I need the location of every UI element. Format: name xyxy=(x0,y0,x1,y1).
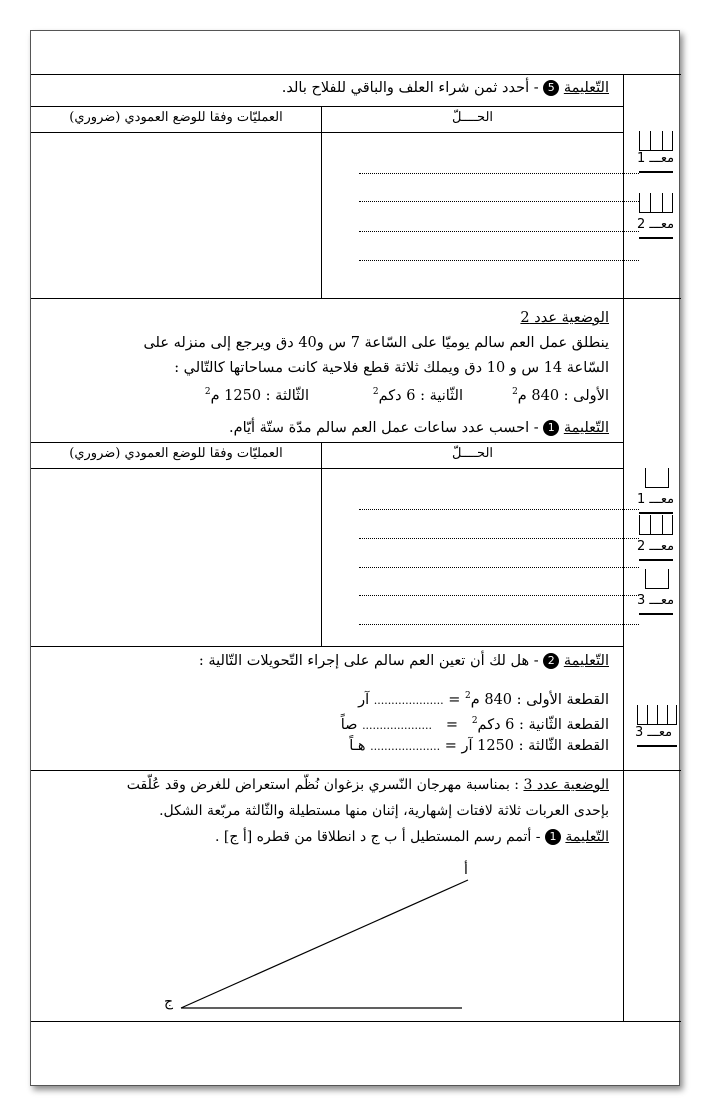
instruction-label: التّعليمة xyxy=(563,653,609,669)
exponent: 2 xyxy=(372,387,379,397)
solution-header: الحــــلّ xyxy=(451,110,494,125)
situation-3-text: : بمناسبة مهرجان النّسري بزغوان نُظّم استعراض للغرض وقد عُلّقت xyxy=(126,777,520,793)
exponent: 2 xyxy=(204,387,211,397)
plot-2-value: الثّانية : 6 دكم xyxy=(378,387,463,404)
answer-blank: .................... xyxy=(362,718,432,732)
operations-header: العمليّات وفقا للوضع العمودي (ضروري) xyxy=(69,446,283,461)
score-label: معـــ 3 xyxy=(637,593,675,608)
exponent: 2 xyxy=(471,716,478,726)
equals-sign: = xyxy=(448,691,461,708)
unit: هـاً xyxy=(349,738,366,754)
instruction-text: - هل لك أن تعين العم سالم على إجراء التّحويلات التّالية : xyxy=(198,653,539,669)
situation-2-title: الوضعية عدد 2 xyxy=(520,310,609,326)
equals-sign: = xyxy=(444,738,457,754)
solution-header: الحــــلّ xyxy=(451,446,494,461)
plot-3-value: الثّالثة : 1250 م xyxy=(210,387,309,404)
unit: آر xyxy=(358,691,370,708)
answer-blank: .................... xyxy=(373,693,444,707)
rectangle-diagonal-figure xyxy=(31,31,681,1087)
conversion-label: القطعة الأولى : 840 م xyxy=(470,691,609,708)
instruction-number-badge: 1 xyxy=(545,829,561,845)
score-label: معـــ 1 xyxy=(637,151,675,166)
instruction-text: - احسب عدد ساعات عمل العم سالم مدّة ستّة أيّام. xyxy=(228,420,539,436)
instruction-label: التّعليمة xyxy=(565,829,609,845)
exponent: 2 xyxy=(512,387,518,397)
score-label: معـــ 3 xyxy=(635,725,673,740)
instruction-label: التّعليمة xyxy=(563,80,609,96)
point-c-label: ج xyxy=(164,994,174,1010)
instruction-label: التّعليمة xyxy=(563,420,609,436)
score-label: معـــ 2 xyxy=(637,217,675,232)
instruction-text: - أتمم رسم المستطيل أ ب ج د انطلاقا من قطره [أ ج] . xyxy=(215,829,541,845)
instruction-text: - أحدد ثمن شراء العلف والباقي للفلاح بالد. xyxy=(281,80,539,96)
operations-header: العمليّات وفقا للوضع العمودي (ضروري) xyxy=(69,110,283,125)
worksheet-page xyxy=(30,30,680,1086)
situation-3-text-line2: بإحدى العربات ثلاثة لافتات إشهارية، إثنان منها مستطيلة والثّالثة مربّعة الشكل. xyxy=(159,803,609,819)
score-label: معـــ 2 xyxy=(637,539,675,554)
plot-1-value: الأولى : 840 م xyxy=(517,387,609,404)
instruction-number-badge: 2 xyxy=(543,653,559,669)
instruction-number-badge: 1 xyxy=(543,420,559,436)
conversion-label: القطعة الثّانية : 6 دكم xyxy=(477,716,609,733)
instruction-number-badge: 5 xyxy=(543,80,559,96)
unit: صاً xyxy=(340,716,358,733)
situation-2-text-line1: ينطلق عمل العم سالم يوميّا على السّاعة 7 س و40 دق ويرجع إلى منزله على xyxy=(143,335,609,351)
situation-3-title: الوضعية عدد 3 xyxy=(523,777,609,793)
score-label: معـــ 1 xyxy=(637,492,675,507)
answer-blank: .................... xyxy=(370,740,441,753)
conversion-label: القطعة الثّالثة : 1250 آر xyxy=(461,738,609,754)
equals-sign: = xyxy=(445,716,458,733)
point-a-label: أ xyxy=(464,862,468,878)
situation-2-text-line2: السّاعة 14 س و 10 دق ويملك ثلاثة قطع فلاحية كانت مساحاتها كالتّالي : xyxy=(174,360,609,376)
diagonal-ac xyxy=(181,880,468,1008)
exponent: 2 xyxy=(465,691,471,701)
